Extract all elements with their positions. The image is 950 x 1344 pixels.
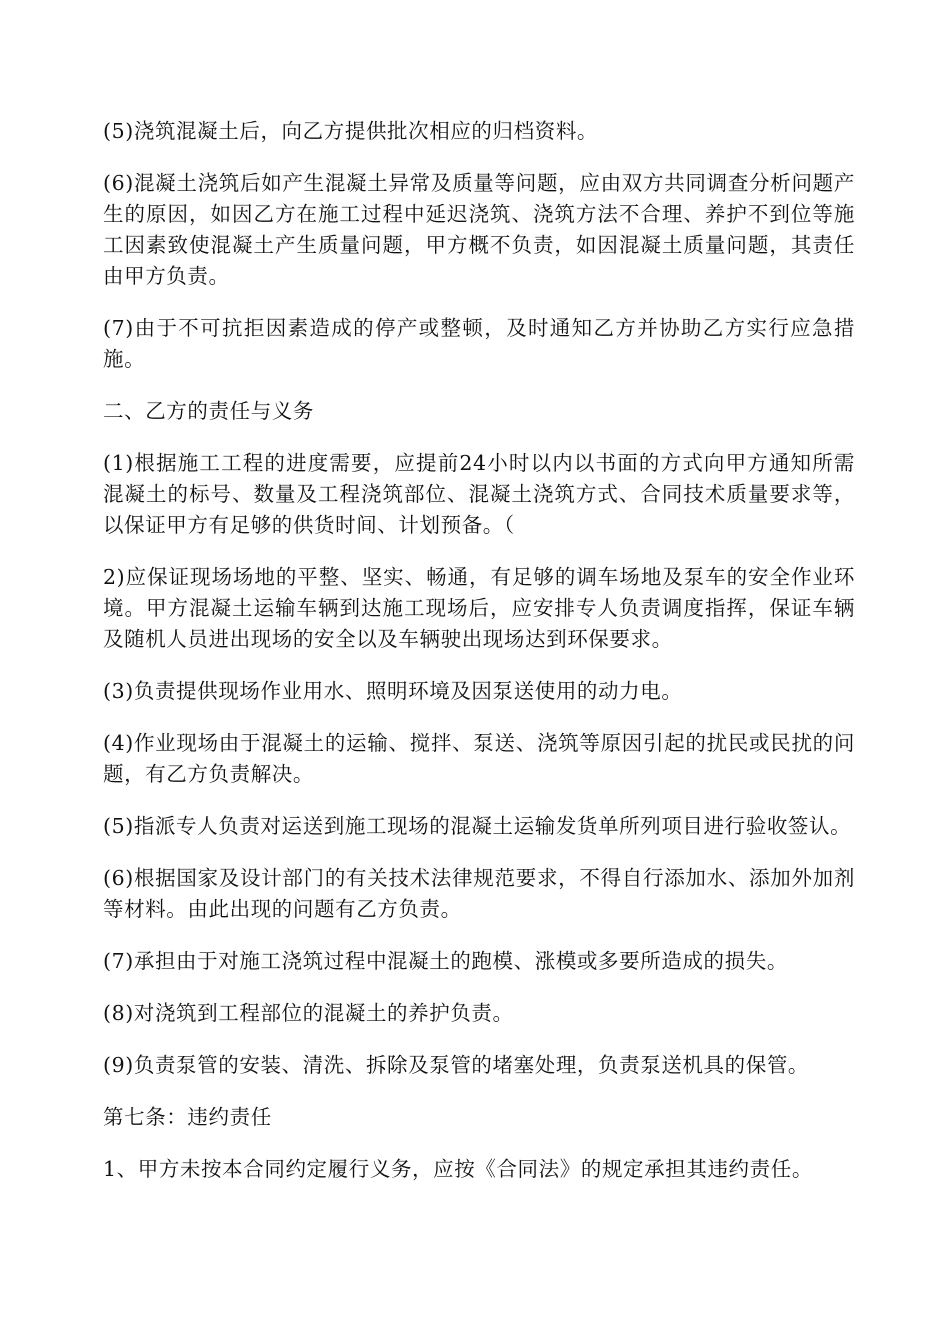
document-page	[103, 116, 855, 1206]
article-heading: 第七条：违约责任	[103, 1105, 272, 1129]
clause-paragraph: 2)应保证现场场地的平整、坚实、畅通，有足够的调车场地及泵车的安全作业环境。甲方混凝土运输车辆到达施工现场后，应安排专人负责调度指挥，保证车辆及随机人员进出现场的安全以及车辆驶出现场达到环保要求。	[103, 565, 855, 651]
clause-paragraph: (8)对浇筑到工程部位的混凝土的养护负责。	[103, 1001, 514, 1025]
clause-paragraph: (3)负责提供现场作业用水、照明环境及因泵送使用的动力电。	[103, 679, 683, 703]
clause-paragraph: (1)根据施工工程的进度需要，应提前24小时以内以书面的方式向甲方通知所需混凝土的标号、数量及工程浇筑部位、混凝土浇筑方式、合同技术质量要求等，以保证甲方有足够的供货时间、计划预备。（	[103, 451, 855, 537]
clause-paragraph: (5)指派专人负责对运送到施工现场的混凝土运输发货单所列项目进行验收签认。	[103, 814, 852, 838]
clause-paragraph: (4)作业现场由于混凝土的运输、搅拌、泵送、浇筑等原因引起的扰民或民扰的问题，有乙方负责解决。	[103, 731, 855, 786]
clause-paragraph: 1、甲方未按本合同约定履行义务，应按《合同法》的规定承担其违约责任。	[103, 1157, 813, 1181]
clause-paragraph: (7)承担由于对施工浇筑过程中混凝土的跑模、涨模或多要所造成的损失。	[103, 949, 788, 973]
clause-paragraph: (6)混凝土浇筑后如产生混凝土异常及质量等问题，应由双方共同调查分析问题产生的原因，如因乙方在施工过程中延迟浇筑、浇筑方法不合理、养护不到位等施工因素致使混凝土产生质量问题，甲方概不负责，如因混凝土质量问题，其责任由甲方负责。	[103, 171, 855, 288]
section-heading: 二、乙方的责任与义务	[103, 399, 314, 423]
clause-paragraph: (9)负责泵管的安装、清洗、拆除及泵管的堵塞处理，负责泵送机具的保管。	[103, 1053, 810, 1077]
clause-paragraph: (5)浇筑混凝土后，向乙方提供批次相应的归档资料。	[103, 119, 599, 143]
clause-paragraph: (7)由于不可抗拒因素造成的停产或整顿，及时通知乙方并协助乙方实行应急措施。	[103, 316, 855, 371]
clause-paragraph: (6)根据国家及设计部门的有关技术法律规范要求，不得自行添加水、添加外加剂等材料。由此出现的问题有乙方负责。	[103, 866, 855, 921]
